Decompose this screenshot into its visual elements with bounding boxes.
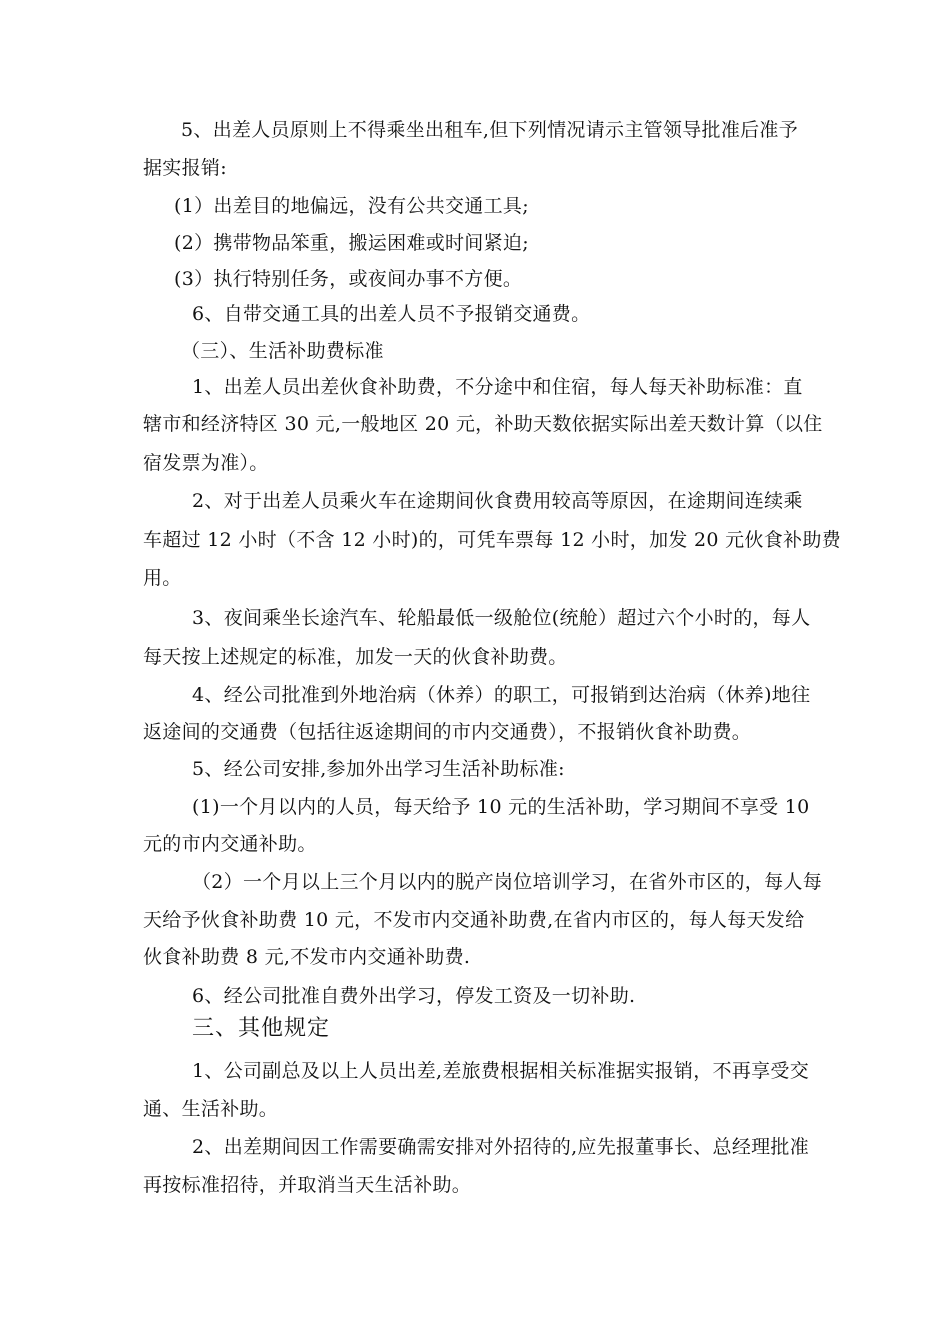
paragraph-line: 6、经公司批准自费外出学习，停发工资及一切补助. xyxy=(192,985,636,1007)
paragraph-line: 通、生活补助。 xyxy=(143,1098,279,1120)
paragraph-line: 6、自带交通工具的出差人员不予报销交通费。 xyxy=(192,303,591,325)
paragraph-line: 车超过 12 小时（不含 12 小时)的，可凭车票每 12 小时，加发 20 元伙食补助费 xyxy=(143,529,841,551)
paragraph-line: (1)一个月以内的人员，每天给予 10 元的生活补助，学习期间不享受 10 xyxy=(192,796,810,818)
paragraph-line: 宿发票为准）。 xyxy=(143,452,269,474)
paragraph-line: 4、经公司批准到外地治病（休养）的职工，可报销到达治病（休养)地往 xyxy=(192,684,811,706)
paragraph-line: 2、出差期间因工作需要确需安排对外招待的,应先报董事长、总经理批准 xyxy=(192,1136,810,1158)
paragraph-line: 5、出差人员原则上不得乘坐出租车,但下列情况请示主管领导批准后准予 xyxy=(181,119,799,141)
paragraph-line: 元的市内交通补助。 xyxy=(143,833,317,855)
section-heading: 三、其他规定 xyxy=(192,1016,331,1041)
paragraph-line: （2）一个月以上三个月以内的脱产岗位培训学习，在省外市区的，每人每 xyxy=(192,871,822,893)
paragraph-line: 用。 xyxy=(143,567,182,589)
paragraph-line: 再按标准招待，并取消当天生活补助。 xyxy=(143,1174,472,1196)
paragraph-line: (3）执行特别任务，或夜间办事不方便。 xyxy=(174,268,523,290)
section-subheading: （三）、生活补助费标准 xyxy=(181,340,384,362)
paragraph-line: (2）携带物品笨重，搬运困难或时间紧迫; xyxy=(174,232,529,254)
paragraph-line: 5、经公司安排,参加外出学习生活补助标准: xyxy=(192,758,565,780)
paragraph-line: 1、公司副总及以上人员出差,差旅费根据相关标准据实报销，不再享受交 xyxy=(192,1060,810,1082)
paragraph-line: 3、夜间乘坐长途汽车、轮船最低一级舱位(统舱）超过六个小时的，每人 xyxy=(192,607,811,629)
paragraph-line: 天给予伙食补助费 10 元，不发市内交通补助费,在省内市区的，每人每天发给 xyxy=(143,909,805,931)
paragraph-line: 1、出差人员出差伙食补助费，不分途中和住宿，每人每天补助标准：直 xyxy=(192,376,803,398)
paragraph-line: 辖市和经济特区 30 元,一般地区 20 元，补助天数依据实际出差天数计算（以住 xyxy=(143,413,823,435)
paragraph-line: 2、对于出差人员乘火车在途期间伙食费用较高等原因，在途期间连续乘 xyxy=(192,490,803,512)
paragraph-line: 返途间的交通费（包括往返途期间的市内交通费），不报销伙食补助费。 xyxy=(143,721,752,743)
paragraph-line: 据实报销: xyxy=(143,157,227,179)
paragraph-line: 伙食补助费 8 元,不发市内交通补助费. xyxy=(143,946,471,968)
paragraph-line: (1）出差目的地偏远，没有公共交通工具; xyxy=(174,195,529,217)
paragraph-line: 每天按上述规定的标准，加发一天的伙食补助费。 xyxy=(143,646,568,668)
